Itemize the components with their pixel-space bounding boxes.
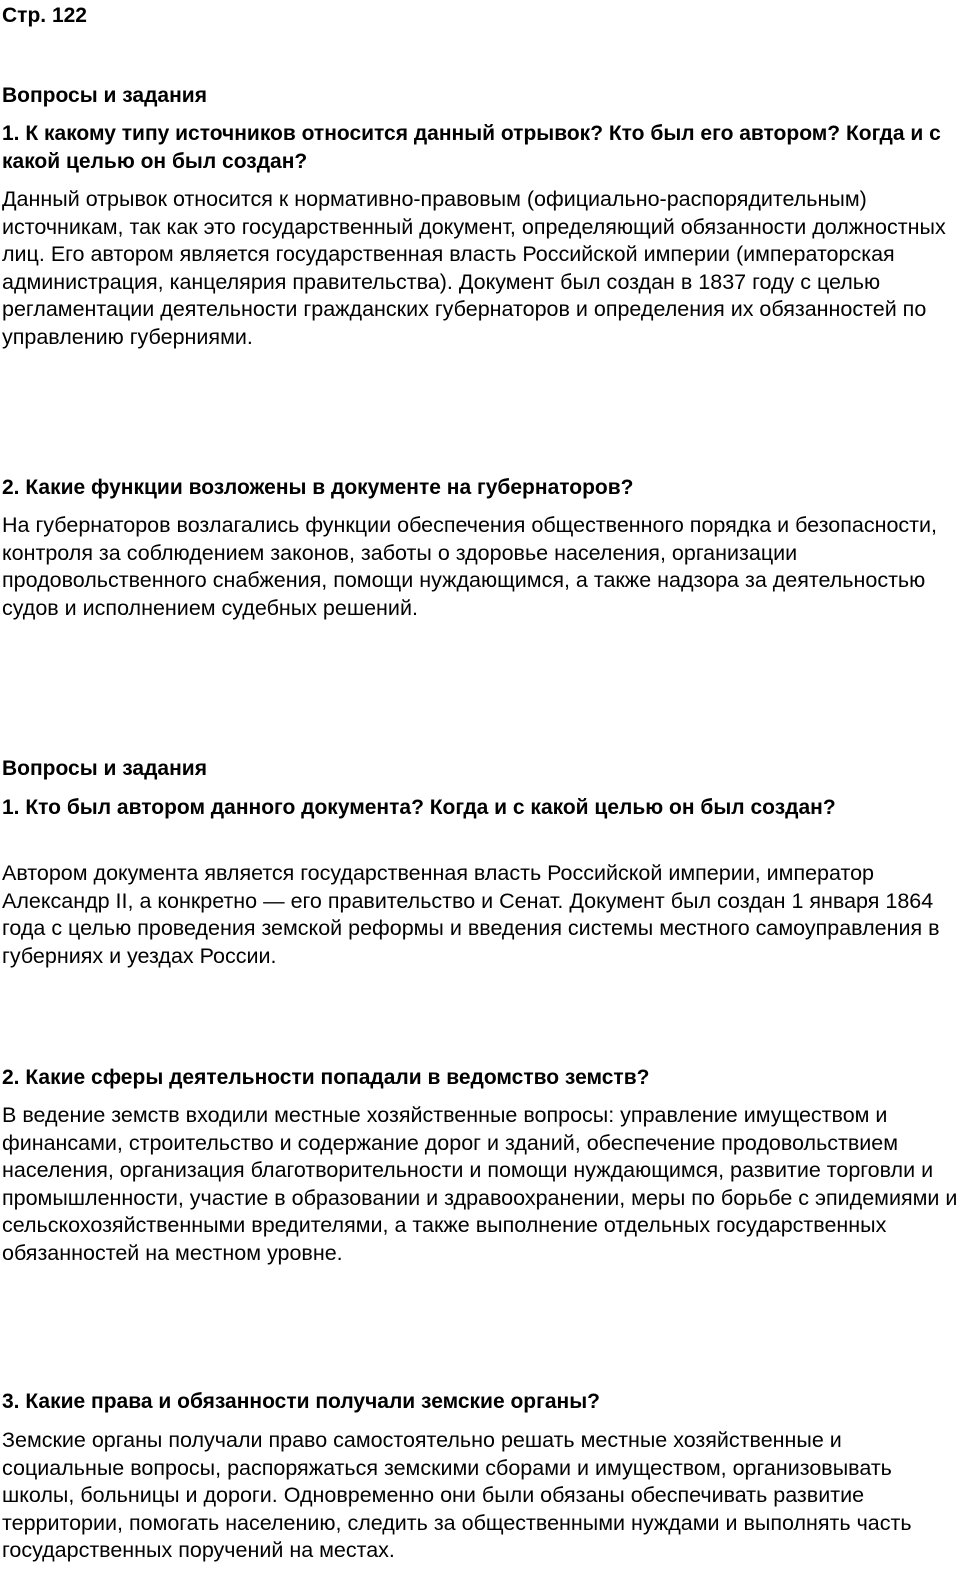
question-1-2: 2. Какие функции возложены в документе на губернаторов? [2, 476, 634, 499]
question-1-1: 1. К какому типу источников относится данный отрывок? Кто был его автором? Когда и с какой целью он был создан? [2, 122, 941, 173]
question-2-1: 1. Кто был автором данного документа? Когда и с какой целью он был создан? [2, 796, 836, 819]
page-number: Стр. 122 [2, 4, 87, 27]
section-heading-2: Вопросы и задания [2, 757, 207, 780]
answer-1-2: На губернаторов возлагались функции обеспечения общественного порядка и безопасности, контроля за соблюдением законов, заботы о здоровье населения, организации продовольственного снабжения, помощи нуждающимся, а также надзора за деятельностью судов и исполнением судебных решений. [2, 513, 937, 620]
answer-1-1: Данный отрывок относится к нормативно-правовым (официально-распорядительным) источникам, так как это государственный документ, определяющий обязанности должностных лиц. Его автором является государственная власть Российской империи (императорская администрация, канцелярия правительства). Документ был создан в 1837 году с целью регламентации деятельности гражданских губернаторов и определения их обязанностей по управлению губерниями. [2, 187, 946, 349]
question-2-3: 3. Какие права и обязанности получали земские органы? [2, 1390, 601, 1413]
answer-2-2: В ведение земств входили местные хозяйственные вопросы: управление имуществом и финансами, строительство и содержание дорог и зданий, обеспечение продовольствием населения, организация благотворительности и помощи нуждающимся, развитие торговли и промышленности, участие в образовании и здравоохранении, меры по борьбе с эпидемиями и сельскохозяйственными вредителями, а также выполнение отдельных государственных обязанностей на местном уровне. [2, 1103, 958, 1265]
question-2-2: 2. Какие сферы деятельности попадали в ведомство земств? [2, 1066, 650, 1089]
section-heading-1: Вопросы и задания [2, 84, 207, 107]
answer-2-3: Земские органы получали право самостоятельно решать местные хозяйственные и социальные вопросы, распоряжаться земскими сборами и имуществом, организовывать школы, больницы и дороги. Одновременно они были обязаны обеспечивать развитие территории, помогать населению, следить за общественными нуждами и выполнять часть государственных поручений на местах. [2, 1428, 912, 1563]
answer-2-1: Автором документа является государственная власть Российской империи, император Александр II, а конкретно — его правительство и Сенат. Документ был создан 1 января 1864 года с целью проведения земской реформы и введения системы местного самоуправления в губерниях и уездах России. [2, 861, 940, 968]
